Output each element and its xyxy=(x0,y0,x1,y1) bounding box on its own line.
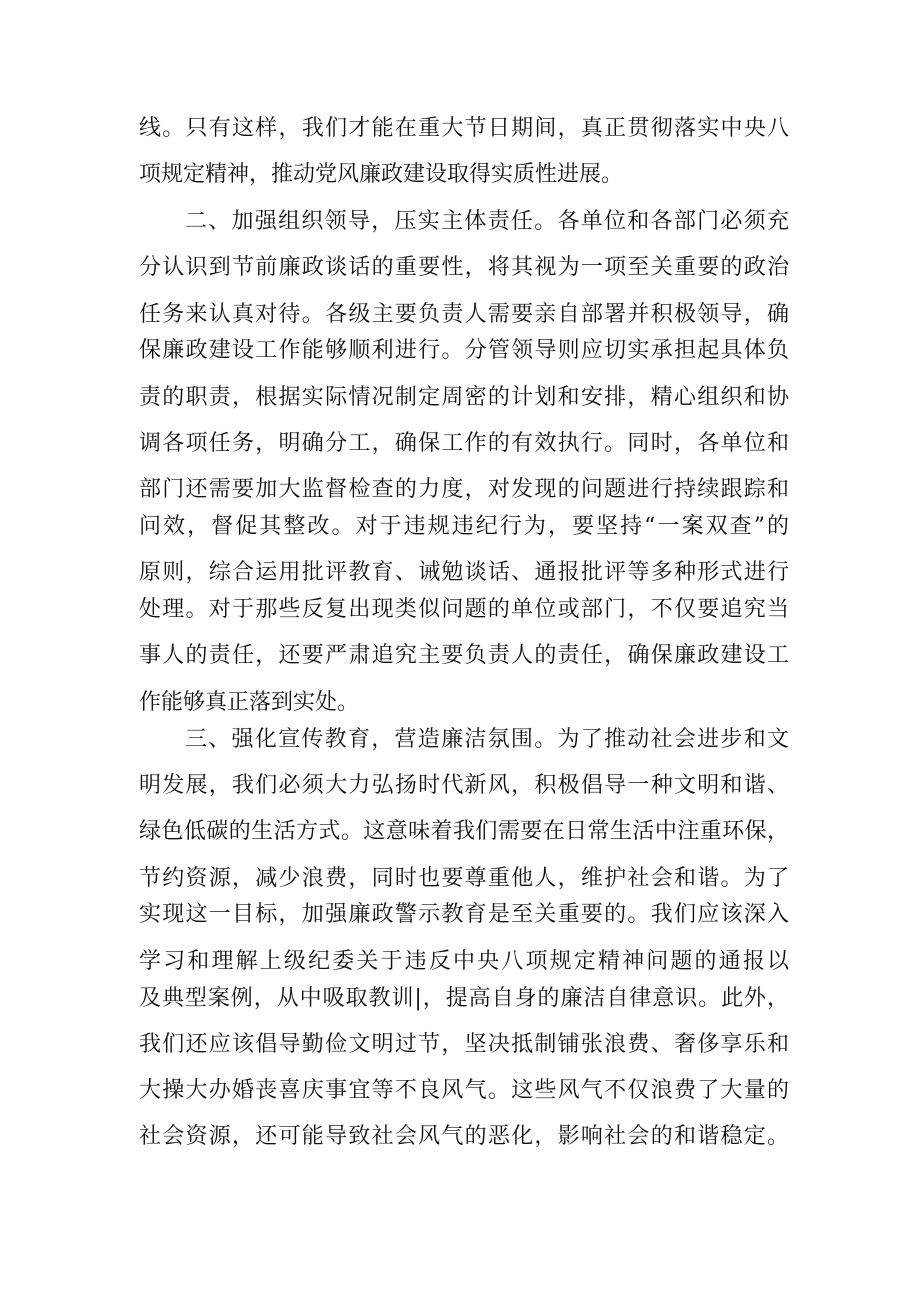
paragraph-heading-line: 三、强化宣传教育，营造廉洁氛围。为了推动社会进步和文 xyxy=(185,727,789,752)
text-line: 处理。对于那些反复出现类似问题的单位或部门，不仅要追究当 xyxy=(139,597,789,622)
text-line: 调各项任务，明确分工，确保工作的有效执行。同时，各单位和 xyxy=(139,431,789,456)
text-line: 我们还应该倡导勤俭文明过节，坚决抵制铺张浪费、奢侈享乐和 xyxy=(139,1032,789,1057)
text-line: 作能够真正落到实处。 xyxy=(139,690,360,715)
text-line: 原则，综合运用批评教育、诫勉谈话、通报批评等多种形式进行 xyxy=(139,560,789,585)
text-line: 保廉政建设工作能够顺利进行。分管领导则应切实承担起具体负 xyxy=(139,338,789,363)
text-line: 责的职责，根据实际情况制定周密的计划和安排，精心组织和协 xyxy=(139,385,789,410)
text-line: 社会资源，还可能导致社会风气的恶化，影响社会的和谐稳定。 xyxy=(139,1124,789,1149)
text-line: 项规定精神，推动党风廉政建设取得实质性进展。 xyxy=(139,162,624,187)
text-line: 线。只有这样，我们才能在重大节日期间，真正贯彻落实中央八 xyxy=(139,116,789,141)
text-line: 及典型案例，从中吸取教训|，提高自身的廉洁自律意识。此外， xyxy=(139,986,789,1011)
paragraph-heading-line: 二、加强组织领导，压实主体责任。各单位和各部门必须充 xyxy=(185,209,789,234)
text-line: 分认识到节前廉政谈话的重要性，将其视为一项至关重要的政治 xyxy=(139,255,789,280)
text-line: 事人的责任，还要严肃追究主要负责人的责任，确保廉政建设工 xyxy=(139,643,789,668)
text-line: 问效，督促其整改。对于违规违纪行为，要坚持“一案双查”的 xyxy=(139,514,789,539)
text-line: 部门还需要加大监督检查的力度，对发现的问题进行持续跟踪和 xyxy=(139,477,789,502)
text-line: 明发展，我们必须大力弘扬时代新风，积极倡导一种文明和谐、 xyxy=(139,773,789,798)
text-line: 大操大办婚丧喜庆事宜等不良风气。这些风气不仅浪费了大量的 xyxy=(139,1078,789,1103)
text-line: 实现这一目标，加强廉政警示教育是至关重要的。我们应该深入 xyxy=(139,902,789,927)
text-line: 绿色低碳的生活方式。这意味着我们需要在日常生活中注重环保， xyxy=(139,819,789,844)
text-line: 节约资源，减少浪费，同时也要尊重他人，维护社会和谐。为了 xyxy=(139,866,789,891)
text-line: 学习和理解上级纪委关于违反中央八项规定精神问题的通报以 xyxy=(139,949,789,974)
text-line: 任务来认真对待。各级主要负责人需要亲自部署并积极领导，确 xyxy=(139,302,789,327)
